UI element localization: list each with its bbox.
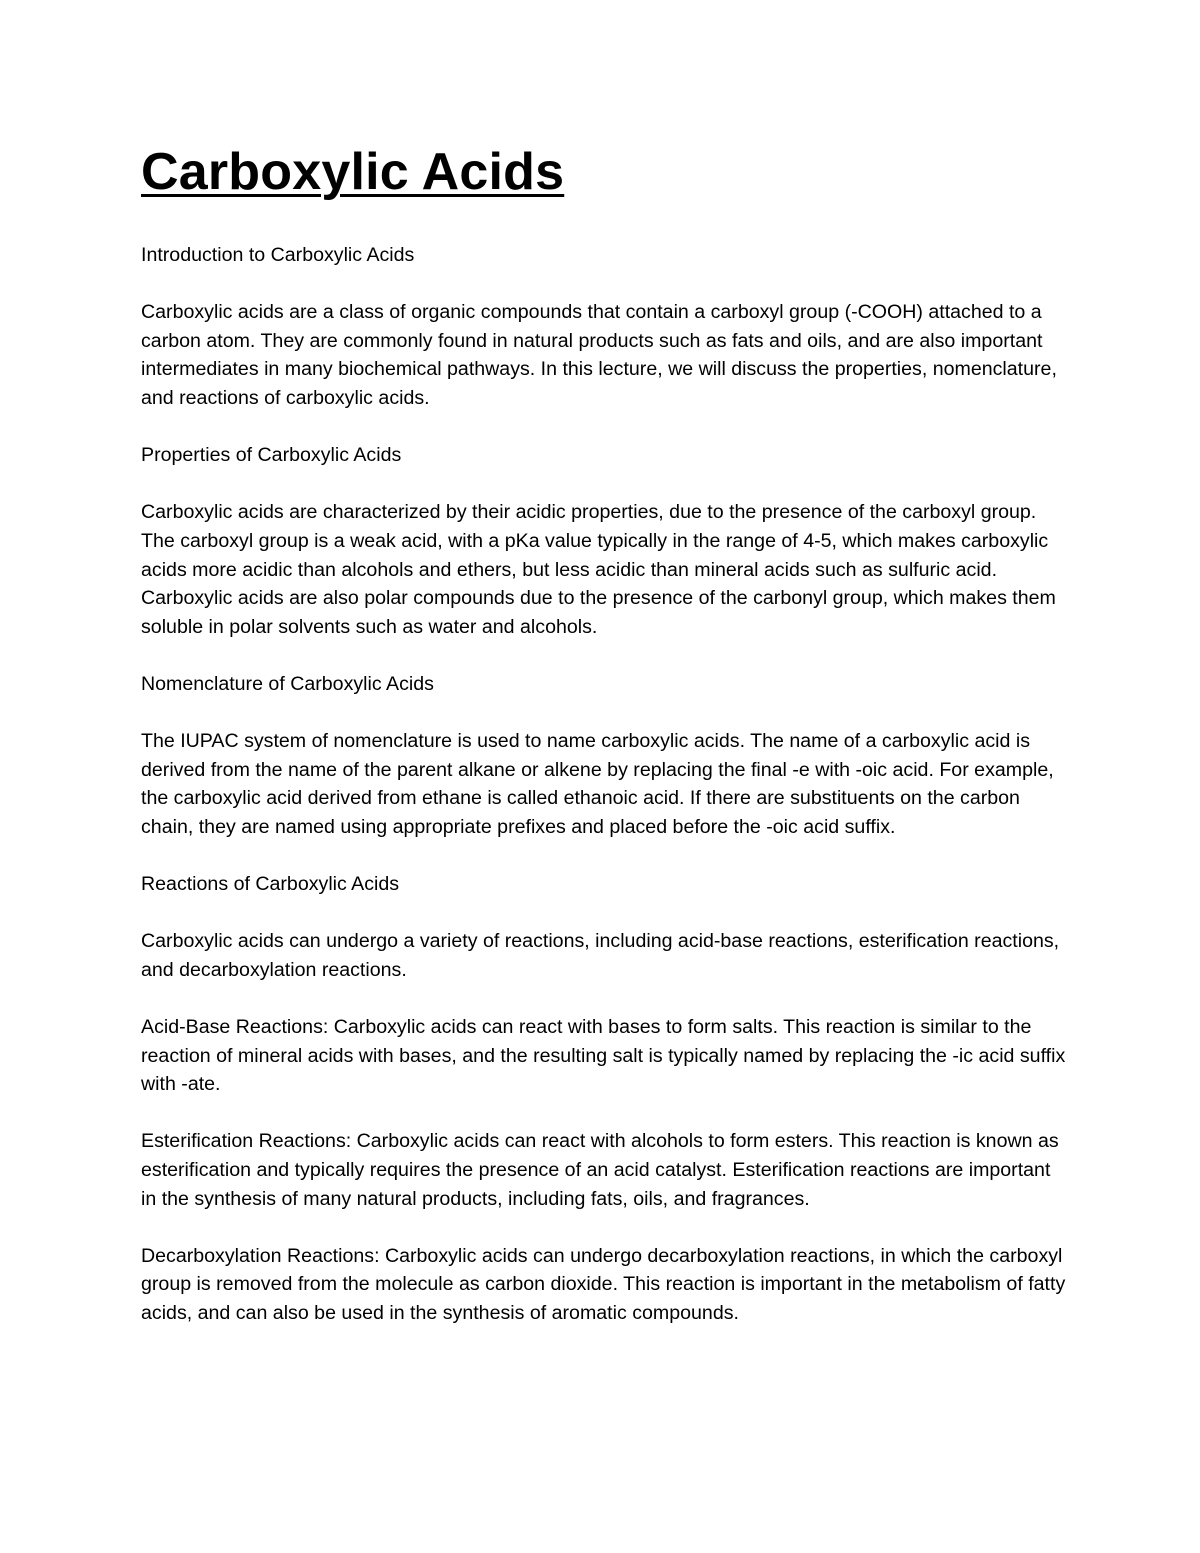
section-heading-introduction: Introduction to Carboxylic Acids [141, 244, 415, 266]
spacer [141, 1099, 1066, 1128]
paragraph-reactions-overview: Carboxylic acids can undergo a variety of reactions, including acid-base reactions, esterification reactions, and decarboxylation reactions. [141, 930, 1060, 981]
section-heading-properties: Properties of Carboxylic Acids [141, 444, 402, 467]
spacer [141, 641, 1066, 670]
section-heading-nomenclature: Nomenclature of Carboxylic Acids [141, 672, 434, 695]
document-body [141, 140, 1066, 1328]
spacer [141, 413, 1066, 442]
paragraph-introduction: Carboxylic acids are a class of organic compounds that contain a carboxyl group (-COOH) attached to a carbon atom. They are commonly found in natural products such as fats and oils, and are also important intermediates in many biochemical pathways. In this lecture, we will discuss the properties, nomenclature, and reactions of carboxylic acids. [141, 301, 1057, 409]
spacer [141, 1213, 1066, 1242]
section-heading-reactions: Reactions of Carboxylic Acids [141, 873, 400, 896]
document-title: Carboxylic Acids [141, 143, 565, 201]
paragraph-decarboxylation: Decarboxylation Reactions: Carboxylic acids can undergo decarboxylation reactions, in which the carboxyl group is removed from the molecule as carbon dioxide. This reaction is important in the metabolism of fatty acids, and can also be used in the synthesis of aromatic compounds. [141, 1244, 1066, 1324]
spacer [141, 470, 1066, 499]
paragraph-esterification: Esterification Reactions: Carboxylic acids can react with alcohols to form esters. This reaction is known as esterification and typically requires the presence of an acid catalyst. Esterification reactions are important in the synthesis of many natural products, including fats, oils, and fragrances. [141, 1130, 1059, 1210]
paragraph-acid-base: Acid-Base Reactions: Carboxylic acids can react with bases to form salts. This reaction is similar to the reaction of mineral acids with bases, and the resulting salt is typically named by replacing the -ic acid suffix with -ate. [141, 1016, 1066, 1096]
spacer [141, 841, 1066, 870]
spacer [141, 899, 1066, 928]
paragraph-properties: Carboxylic acids are characterized by their acidic properties, due to the presence of the carboxyl group. The carboxyl group is a weak acid, with a pKa value typically in the range of 4-5, which makes carboxylic acids more acidic than alcohols and ethers, but less acidic than mineral acids such as sulfuric acid. Carboxylic acids are also polar compounds due to the presence of the carbonyl group, which makes them soluble in polar solvents such as water and alcohols. [141, 501, 1056, 638]
spacer [141, 984, 1066, 1013]
spacer [141, 270, 1066, 299]
spacer [141, 204, 1066, 241]
paragraph-nomenclature: The IUPAC system of nomenclature is used to name carboxylic acids. The name of a carboxylic acid is derived from the name of the parent alkane or alkene by replacing the final -e with -oic acid. For example, the carboxylic acid derived from ethane is called ethanoic acid. If there are substituents on the carbon chain, they are named using appropriate prefixes and placed before the -oic acid suffix. [141, 730, 1054, 838]
spacer [141, 699, 1066, 728]
